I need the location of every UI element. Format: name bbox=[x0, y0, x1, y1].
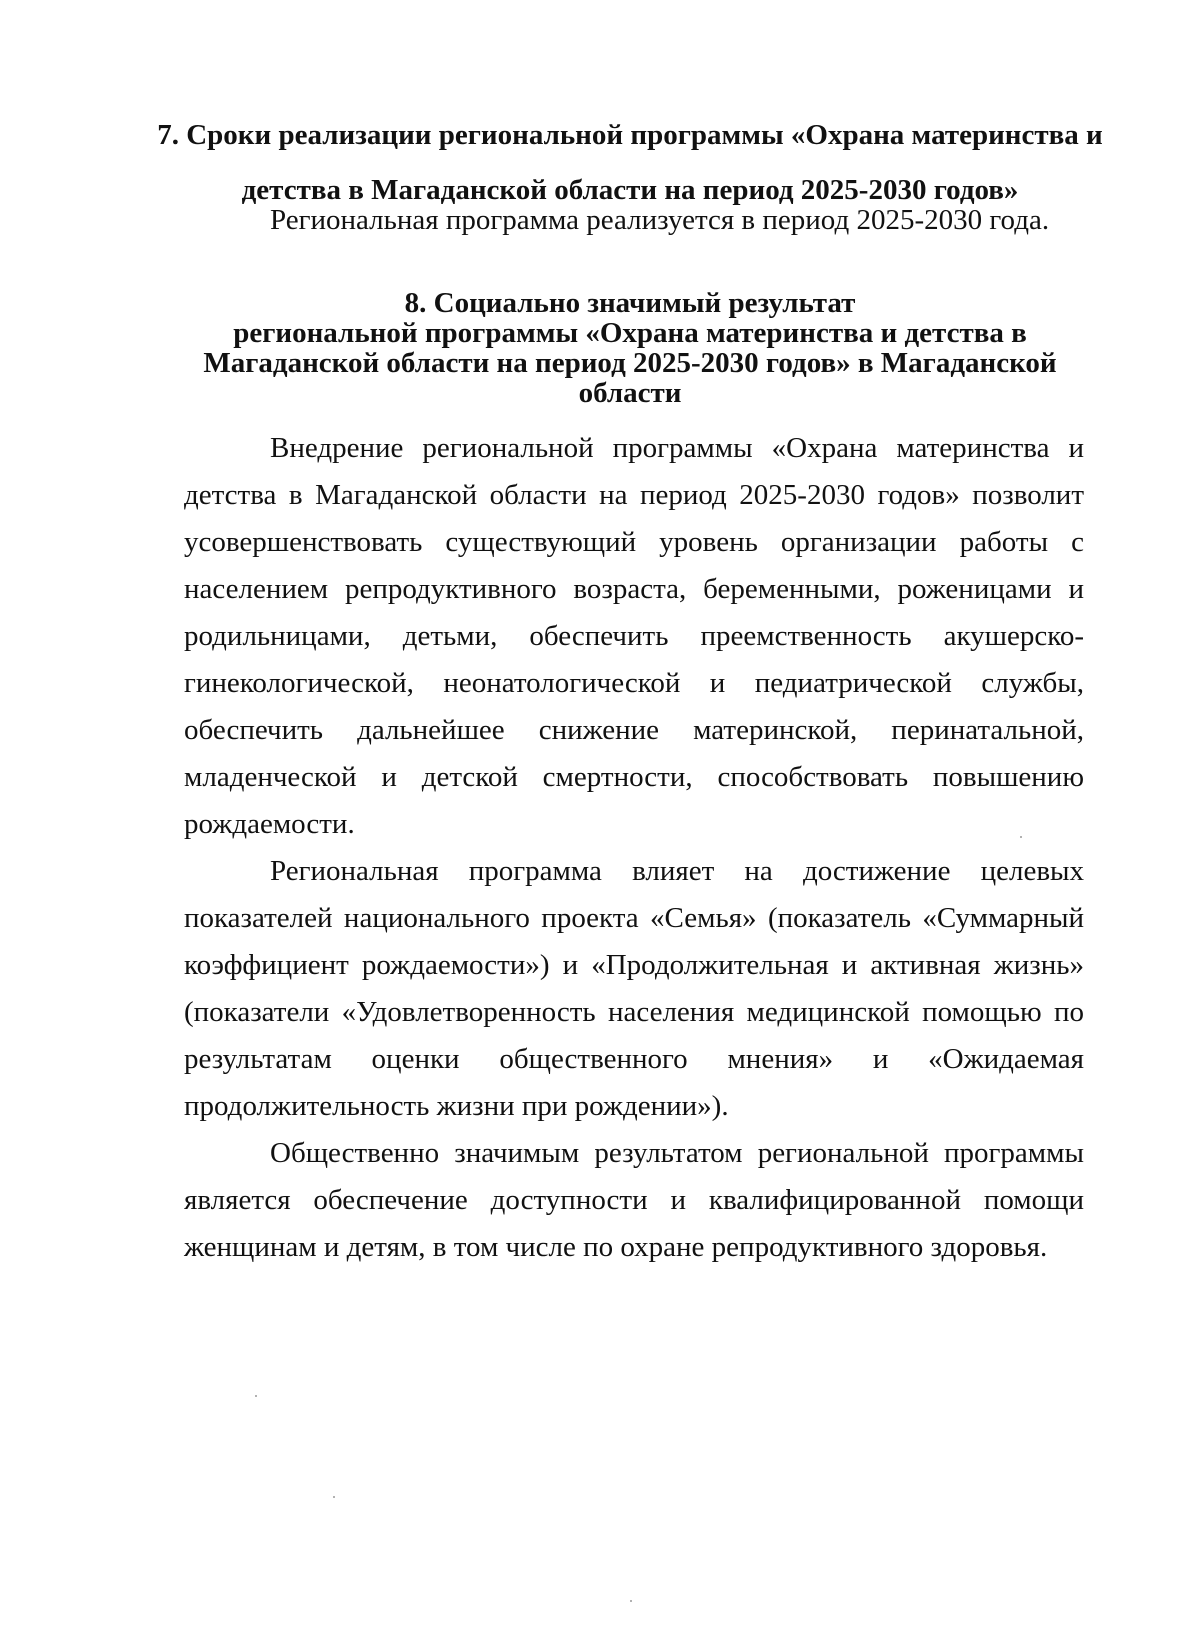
paragraph-3-line: является обеспечение доступности и квалифицированной помощи bbox=[184, 1184, 1084, 1216]
scan-speck bbox=[255, 1395, 257, 1397]
section-8-heading-line: области bbox=[578, 377, 682, 409]
paragraph-1-line: детства в Магаданской области на период 2025-2030 годов» позволит bbox=[184, 479, 1084, 511]
section-8-heading-line: Магаданской области на период 2025-2030 годов» в Магаданской bbox=[203, 347, 1057, 379]
paragraph-2-line: Региональная программа влияет на достижение целевых bbox=[270, 855, 1084, 887]
scan-speck bbox=[630, 1600, 632, 1602]
paragraph-1-line: младенческой и детской смертности, способствовать повышению bbox=[184, 761, 1084, 793]
paragraph-2-line: (показатели «Удовлетворенность населения медицинской помощью по bbox=[184, 996, 1084, 1028]
paragraph-1-line: населением репродуктивного возраста, беременными, роженицами и bbox=[184, 573, 1084, 605]
paragraph-1-line: усовершенствовать существующий уровень организации работы с bbox=[184, 526, 1084, 558]
paragraph-1-line: гинекологической, неонатологической и педиатрической службы, bbox=[184, 667, 1084, 699]
paragraph-1-line: Внедрение региональной программы «Охрана материнства и bbox=[270, 432, 1084, 464]
section-8-heading-line: региональной программы «Охрана материнства и детства в bbox=[233, 317, 1027, 349]
paragraph-1-line: обеспечить дальнейшее снижение материнской, перинатальной, bbox=[184, 714, 1084, 746]
paragraph-2-line: результатам оценки общественного мнения» и «Ожидаемая bbox=[184, 1043, 1084, 1075]
scan-speck bbox=[1020, 836, 1022, 838]
scan-speck bbox=[333, 1496, 335, 1498]
section-7-heading: 7. Сроки реализации региональной программы «Охрана материнства и детства в Магаданской области на период 2025-2030 годов» bbox=[157, 119, 1103, 206]
section-8-heading-line: 8. Социально значимый результат bbox=[404, 287, 856, 319]
paragraph-3-line: Общественно значимым результатом региональной программы bbox=[270, 1137, 1084, 1169]
paragraph-2-line: коэффициент рождаемости») и «Продолжительная и активная жизнь» bbox=[184, 949, 1084, 981]
paragraph-1-line: рождаемости. bbox=[184, 808, 355, 840]
paragraph-3-line: женщинам и детям, в том числе по охране репродуктивного здоровья. bbox=[184, 1231, 1048, 1263]
paragraph-2-line: показателей национального проекта «Семья» (показатель «Суммарный bbox=[184, 902, 1084, 934]
section-7-text: Региональная программа реализуется в период 2025-2030 года. bbox=[270, 204, 1050, 236]
section-8-heading bbox=[150, 288, 1110, 408]
paragraph-2-line: продолжительность жизни при рождении»). bbox=[184, 1090, 729, 1122]
paragraph-1-line: родильницами, детьми, обеспечить преемственность акушерско- bbox=[184, 620, 1084, 652]
